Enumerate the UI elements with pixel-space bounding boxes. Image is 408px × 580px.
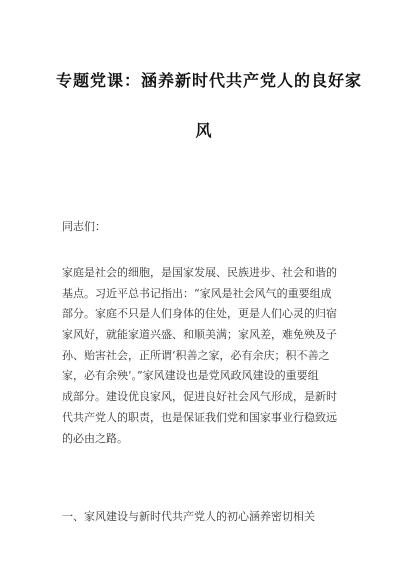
paragraph-line: 家，必有余殃’。”家风建设也是党风政风建设的重要组 <box>62 369 319 383</box>
paragraph-line: 家风好，就能家道兴盛、和顺美满；家风差，难免殃及子 <box>62 328 337 342</box>
paragraph-line: 代共产党人的职责，也是保证我们党和国家事业行稳致远 <box>62 410 337 424</box>
paragraph-line: 基点。习近平总书记指出：“家风是社会风气的重要组成 <box>62 286 332 300</box>
greeting: 同志们： <box>62 220 106 233</box>
paragraph-line: 家庭是社会的细胞，是国家发展、民族进步、社会和谐的 <box>62 266 337 279</box>
paragraph-line: 部分。家庭不只是人们身体的住处，更是人们心灵的归宿 <box>62 307 337 321</box>
paragraph-line: 孙、贻害社会，正所谓‘积善之家，必有余庆；积不善之 <box>62 348 330 362</box>
paragraph-line: 成部分。建设优良家风，促进良好社会风气形成，是新时 <box>62 390 337 404</box>
document-title-line-1: 专题党课：涵养新时代共产党人的良好家 <box>56 71 363 90</box>
paragraph-line: 的必由之路。 <box>62 431 128 445</box>
document-title-line-2: 风 <box>195 121 213 140</box>
paragraph-1 <box>62 263 350 449</box>
section-1-heading: 一、家风建设与新时代共产党人的初心涵养密切相关 <box>62 510 315 523</box>
